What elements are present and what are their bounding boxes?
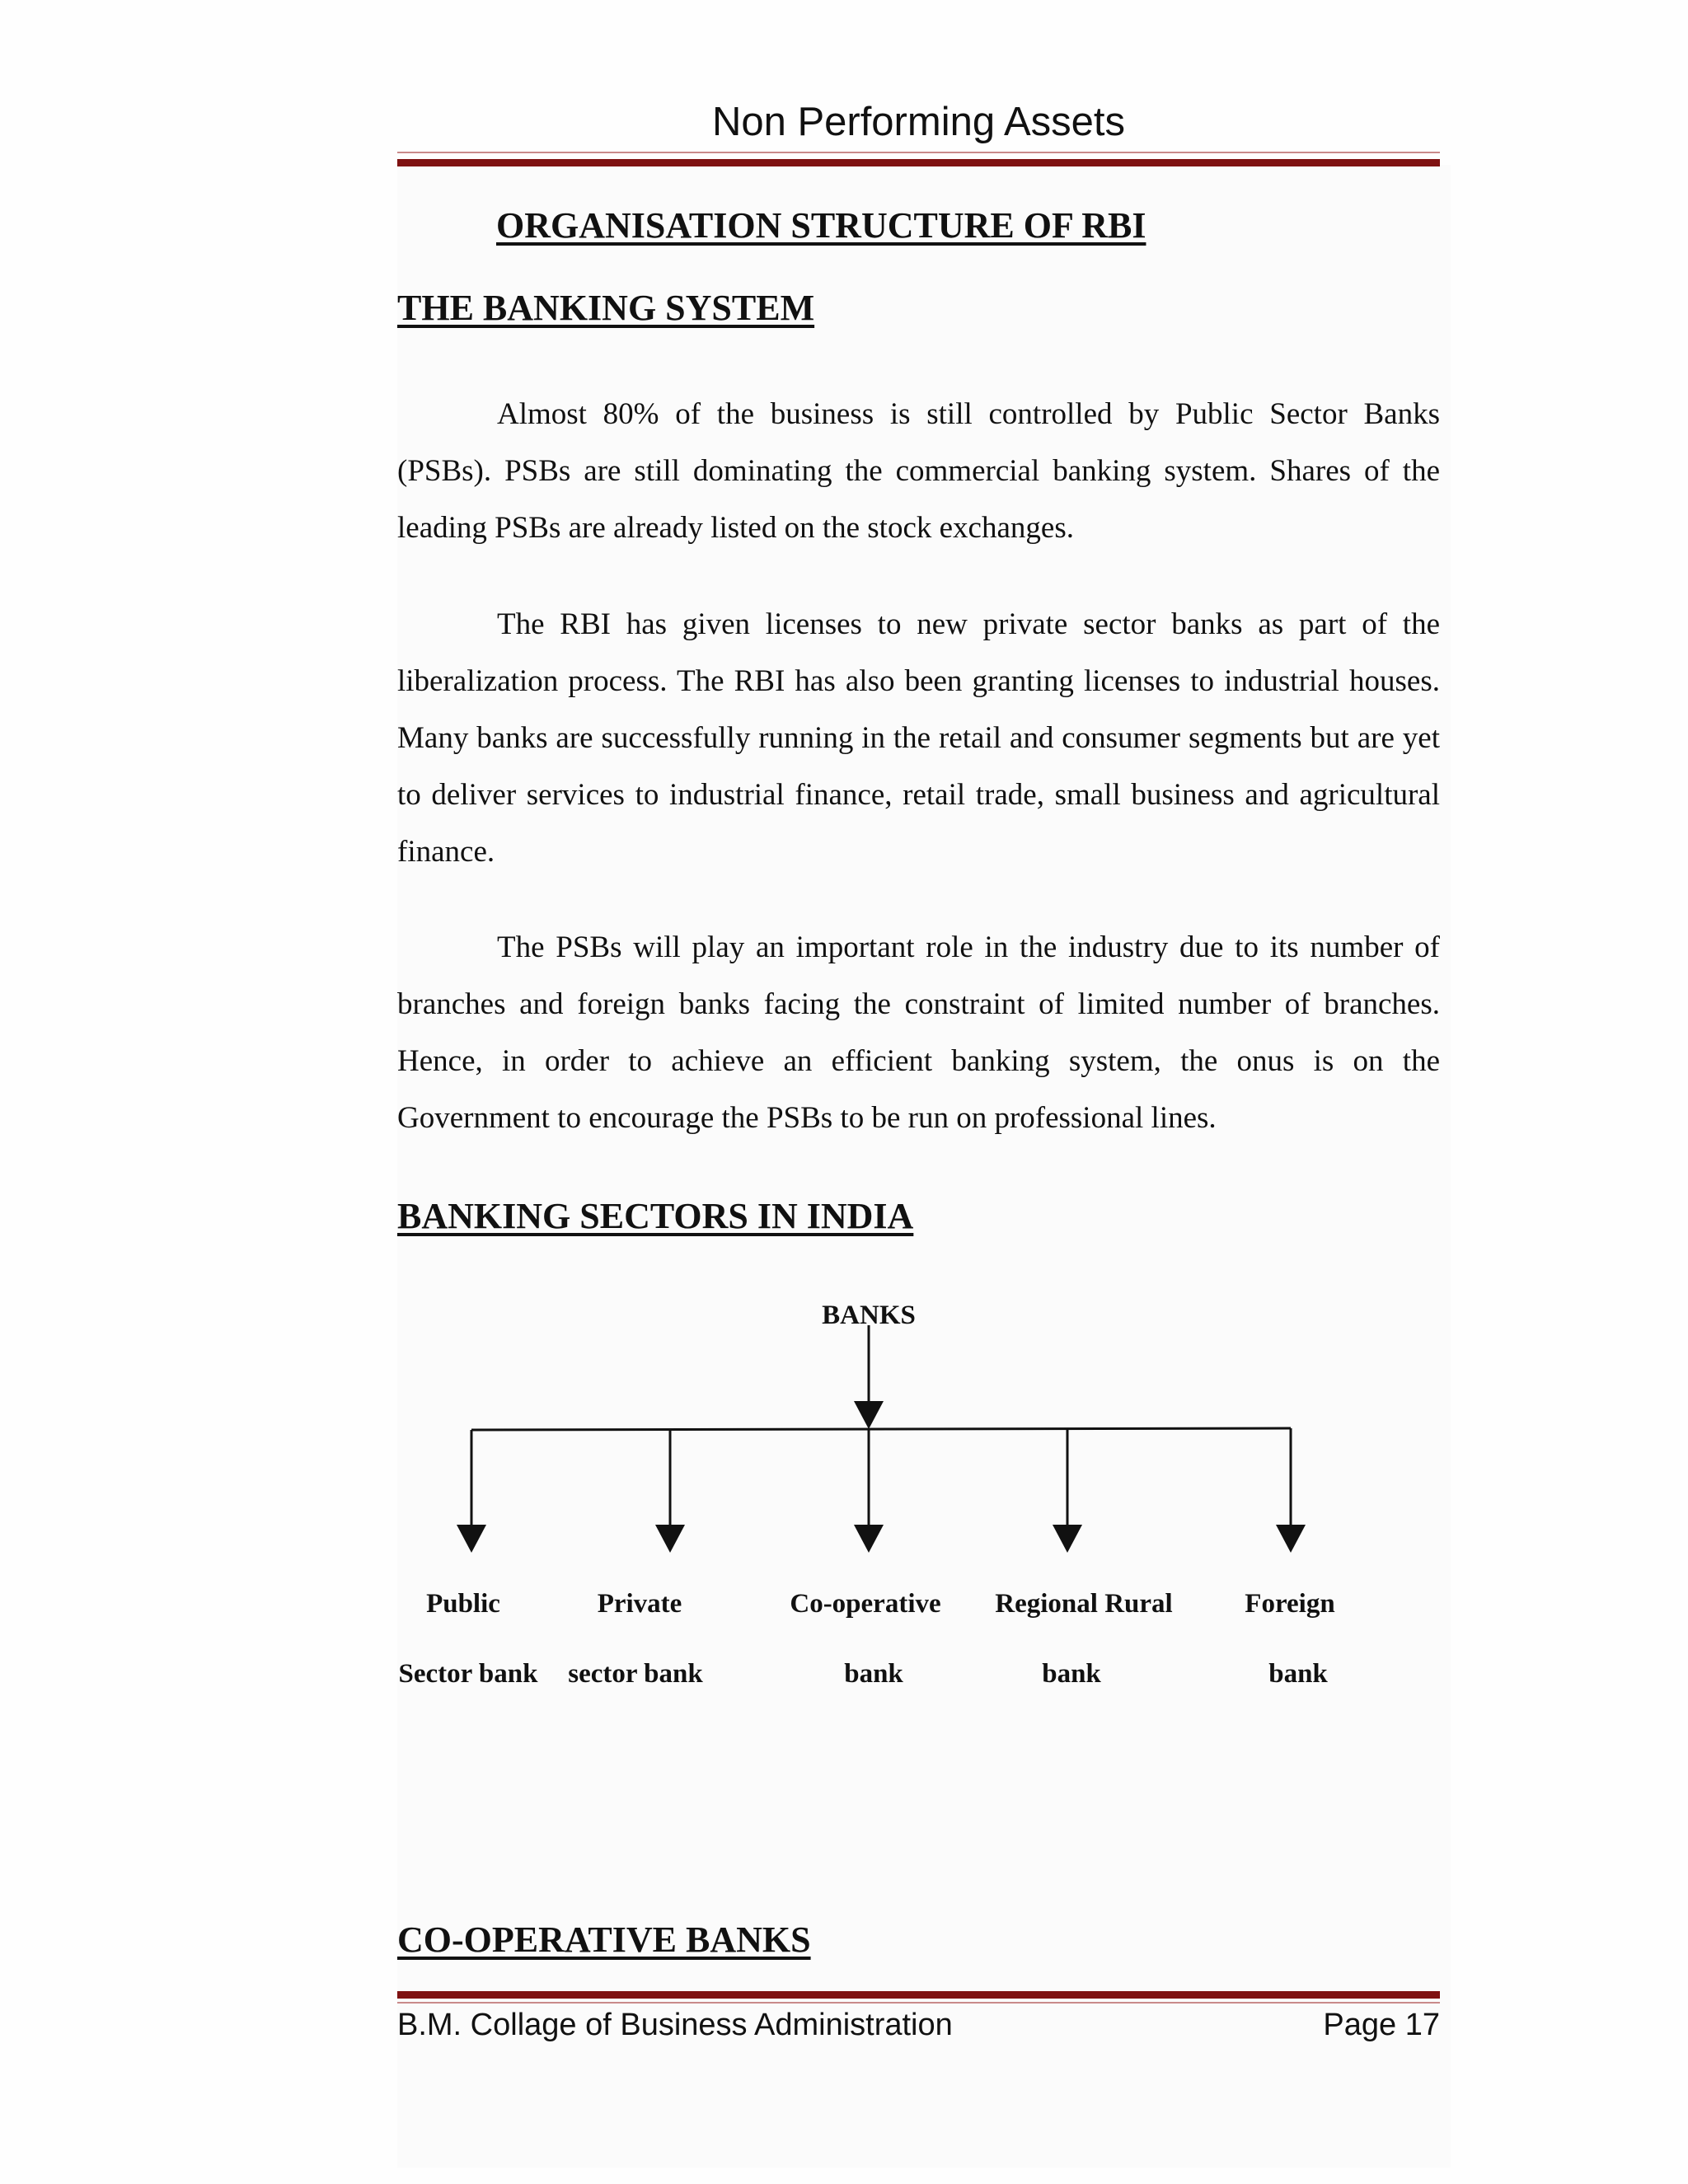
paragraph: The PSBs will play an important role in the industry due to its number of branches and foreign banks facing the constraint of limited number of branches. Hence, in order to achieve an efficient banking system, the onus is on the Government to encourage the PSBs to be run on professional lines. (397, 930, 1440, 1135)
node-regional-rural-line1: Regional Rural (995, 1589, 1173, 1619)
node-cooperative-line2: bank (844, 1659, 903, 1689)
arrowhead-root (854, 1401, 884, 1429)
paragraph: The RBI has given licenses to new private sector banks as part of the liberalization process. The RBI has also been granting licenses to industrial houses. Many banks are successfully running in the retail and consumer segments but are yet to deliver services to industrial finance, retail trade, small business and agricultural finance. (397, 607, 1440, 869)
node-private-line2: sector bank (568, 1659, 703, 1689)
section-heading-banking-sectors: BANKING SECTORS IN INDIA (397, 1196, 914, 1236)
node-foreign-line2: bank (1268, 1659, 1328, 1689)
footer-college-name: B.M. Collage of Business Administration (397, 2008, 953, 2042)
footer-rule-thick (397, 1991, 1440, 1999)
node-public-line2: Sector bank (398, 1659, 538, 1689)
arrowhead-cooperative (854, 1525, 884, 1553)
section-heading-banking-system: THE BANKING SYSTEM (397, 288, 815, 328)
node-cooperative-line1: Co-operative (790, 1589, 941, 1619)
horizontal-branch-line (471, 1428, 1291, 1430)
arrowhead-foreign (1276, 1525, 1306, 1553)
section-heading-cooperative-banks: CO-OPERATIVE BANKS (397, 1919, 811, 1960)
diagram-root-label: BANKS (822, 1301, 916, 1330)
footer-page-number: Page 17 (1323, 2008, 1440, 2042)
main-heading: ORGANISATION STRUCTURE OF RBI (496, 205, 1146, 246)
node-foreign-line1: Foreign (1245, 1589, 1335, 1619)
node-private-line1: Private (597, 1589, 682, 1619)
node-regional-rural-line2: bank (1042, 1659, 1101, 1689)
node-public-line1: Public (426, 1589, 500, 1619)
footer-rule-thin (397, 2002, 1440, 2004)
arrowhead-private (655, 1525, 685, 1553)
arrowhead-public (457, 1525, 486, 1553)
paragraph: Almost 80% of the business is still controlled by Public Sector Banks (PSBs). PSBs are still dominating the commercial banking system. Shares of the leading PSBs are already listed on the stock exchanges. (397, 397, 1440, 545)
arrowhead-regional-rural (1053, 1525, 1082, 1553)
running-header-title: Non Performing Assets (711, 100, 1126, 144)
